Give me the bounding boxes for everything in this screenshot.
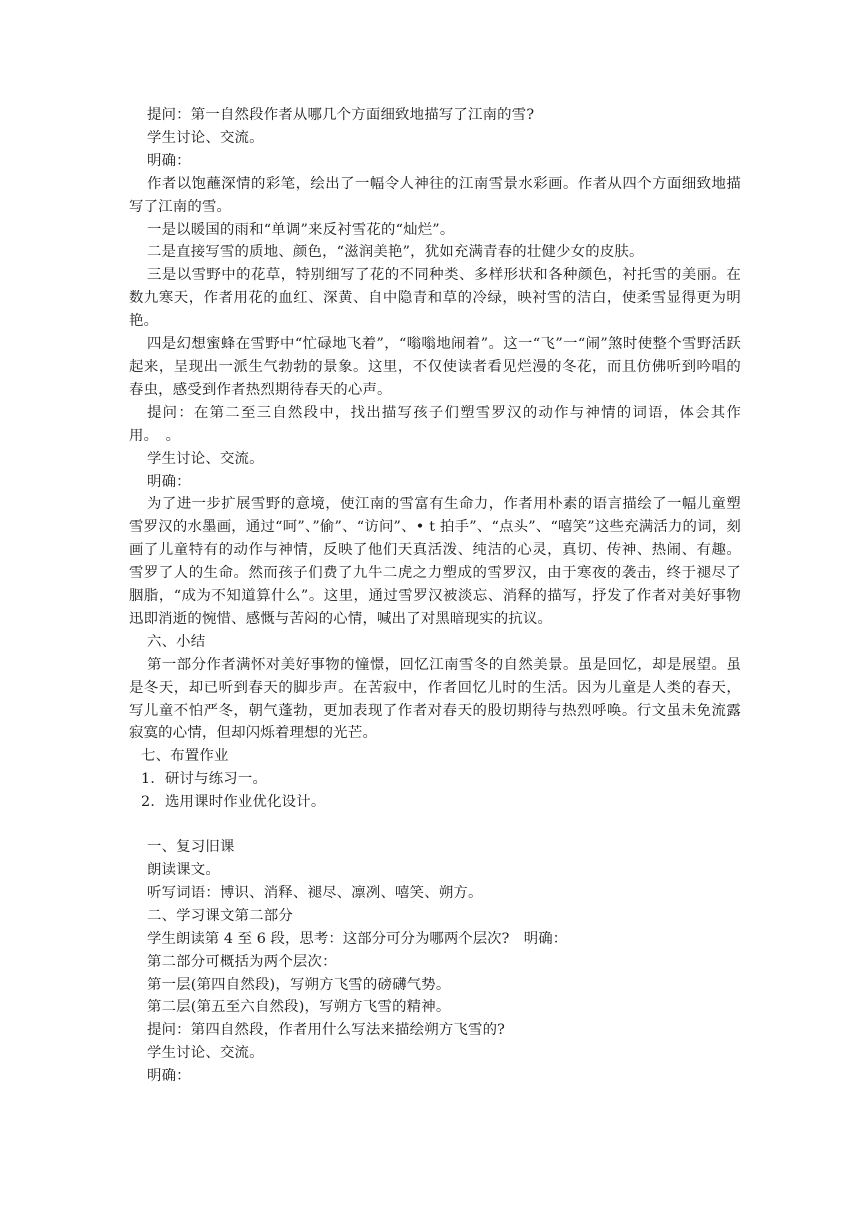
answer-label: 明确： (147, 1068, 191, 1085)
point-one-paragraph: 一是以暖国的雨和“单调”来反衬雪花的“灿烂”。 (147, 221, 455, 238)
answer-paragraph: 作者以饱蘸深情的彩笔，绘出了一幅令人神往的江南雪景水彩画。作者从四个方面细致地描写了江南的雪。 (129, 175, 741, 215)
answer-label: 明确： (147, 473, 191, 490)
question-paragraph: 提问：第四自然段，作者用什么写法来描绘朔方飞雪的? (147, 1022, 506, 1039)
section-heading: 六、小结 (147, 633, 206, 650)
point-three-paragraph: 三是以雪野中的花草，特别细写了花的不同种类、多样形状和各种颜色，衬托雪的美丽。在数九寒天，作者用花的血红、深黄、自中隐青和草的冷绿，映衬雪的洁白，使柔雪显得更为明艳。 (129, 267, 741, 330)
section-heading: 七、布置作业 (141, 748, 229, 765)
text-line: 第一层(第四自然段)，写朔方飞雪的磅礴气势。 (147, 976, 451, 993)
answer-paragraph: 为了进一步扩展雪野的意境，使江南的雪富有生命力，作者用朴素的语言描绘了一幅儿童塑雪罗汉的水墨画，通过“呵”、”偷”、“访问”、• t 拍手”、“点头”、“嘻笑”这些充满活力的词，刻画了儿童特有的动作与神情，反映了他们天真活泼、纯洁的心灵，真切、传神、热闹、有趣。雪罗了人的生命。然而孩子们费了九牛二虎之力塑成的雪罗汉，由于寒夜的袭击，终于褪尽了胭脂，“成为不知道算什么”。这里，通过雪罗汉被淡忘、消释的描写，抒发了作者对美好事物迅即消逝的惋惜、感慨与苦闷的心情，喊出了对黑暗现实的抗议。 (129, 496, 741, 627)
second-lesson-block (129, 836, 741, 1088)
reading-question-line: 学生朗读第 4 至 6 段，思考：这部分可分为哪两个层次? 明确： (147, 930, 568, 947)
point-two-paragraph: 二是直接写雪的质地、颜色，“滋润美艳”，犹如充满青春的壮健少女的皮肤。 (147, 244, 644, 261)
homework-item: 2．选用课时作业优化设计。 (141, 794, 326, 811)
answer-label: 明确： (147, 152, 191, 169)
point-four-paragraph: 四是幻想蜜蜂在雪野中“忙碌地飞着”，“嗡嗡地闹着”。这一“飞”一“闹”煞时使整个雪野活跃起来，呈现出一派生气勃勃的景象。这里，不仅使读者看见烂漫的冬花，而且仿佛听到吟唱的春虫，感受到作者热烈期待春天的心声。 (129, 336, 741, 398)
homework-item: 1．研讨与练习一。 (141, 771, 268, 788)
document-body (129, 104, 741, 1088)
discussion-line: 学生讨论、交流。 (147, 450, 264, 467)
question-paragraph: 提问：第一自然段作者从哪几个方面细致地描写了江南的雪? (147, 107, 535, 123)
text-line: 朗读课文。 (147, 862, 220, 878)
summary-paragraph: 第一部分作者满怀对美好事物的憧憬，回忆江南雪冬的自然美景。虽是回忆，却是展望。虽是冬天，却已听到春天的脚步声。在苦寂中，作者回忆儿时的生活。因为儿童是人类的春天，写儿童不怕严冬，朝气蓬勃，更加表现了作者对春天的股切期待与热烈呼唤。行文虽未免流露寂寞的心情，但却闪烁着理想的光芒。 (129, 656, 741, 742)
discussion-line: 学生讨论、交流。 (147, 1045, 264, 1062)
question-paragraph: 提问：在第二至三自然段中，找出描写孩子们塑雪罗汉的动作与神情的词语，体会其作用。 。 (129, 404, 741, 444)
text-line: 第二层(第五至六自然段)，写朔方飞雪的精神。 (147, 999, 451, 1016)
section-heading: 二、学习课文第二部分 (147, 907, 293, 924)
text-line: 第二部分可概括为两个层次： (147, 953, 337, 970)
section-heading: 一、复习旧课 (147, 839, 235, 856)
discussion-line: 学生讨论、交流。 (147, 129, 264, 146)
dictation-line: 听写词语：博识、消释、褪尽、凛冽、嘻笑、朔方。 (147, 884, 483, 901)
